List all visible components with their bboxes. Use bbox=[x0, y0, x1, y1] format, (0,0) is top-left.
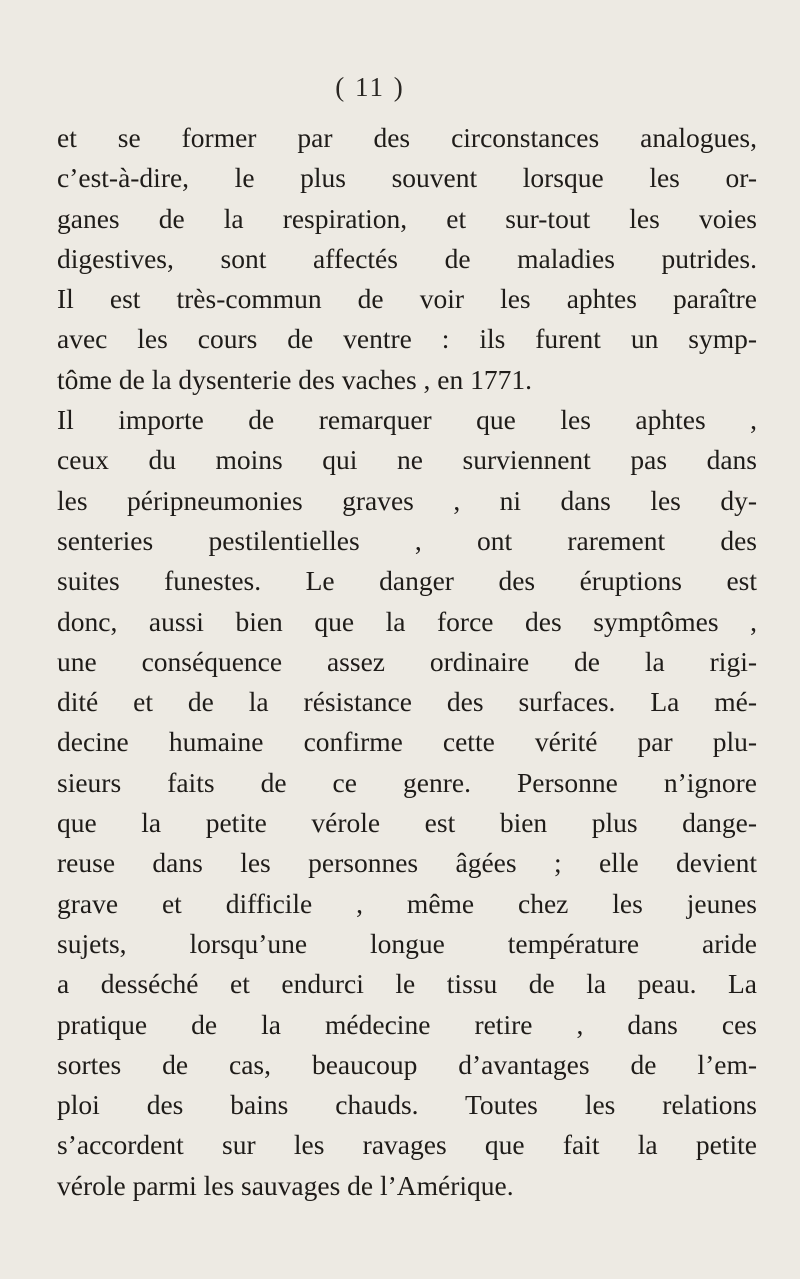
text-line-16: decine humaine confirme cette vérité par plu- bbox=[57, 726, 757, 758]
text-line-5: Il est très-commun de voir les aphtes paraître bbox=[57, 283, 757, 315]
text-line-10: les péripneumonies graves , ni dans les dy- bbox=[57, 484, 757, 516]
text-line-17: sieurs faits de ce genre. Personne n’ignore bbox=[57, 766, 757, 798]
text-line-14: une conséquence assez ordinaire de la rigi- bbox=[57, 645, 757, 677]
text-line-3: ganes de la respiration, et sur-tout les voies bbox=[57, 202, 757, 234]
text-line-21: sujets, lorsqu’une longue température aride bbox=[57, 927, 757, 959]
text-line-24: sortes de cas, beaucoup d’avantages de l’em- bbox=[57, 1048, 757, 1080]
text-line-8: Il importe de remarquer que les aphtes , bbox=[57, 404, 757, 436]
text-line-11: senteries pestilentielles , ont rarement des bbox=[57, 524, 757, 556]
text-line-2: c’est-à-dire, le plus souvent lorsque les or- bbox=[57, 162, 757, 194]
text-line-15: dité et de la résistance des surfaces. La mé- bbox=[57, 686, 757, 718]
text-line-23: pratique de la médecine retire , dans ces bbox=[57, 1008, 757, 1040]
text-line-27: vérole parmi les sauvages de l’Amérique. bbox=[57, 1169, 514, 1201]
body-text bbox=[57, 118, 757, 1206]
text-line-1: et se former par des circonstances analogues, bbox=[57, 122, 757, 153]
text-line-25: ploi des bains chauds. Toutes les relations bbox=[57, 1089, 757, 1121]
text-line-4: digestives, sont affectés de maladies putrides. bbox=[57, 242, 757, 274]
text-line-18: que la petite vérole est bien plus dange- bbox=[57, 807, 757, 839]
page-number: ( 11 ) bbox=[335, 72, 405, 102]
text-line-26: s’accordent sur les ravages que fait la petite bbox=[57, 1129, 757, 1161]
text-line-13: donc, aussi bien que la force des symptômes , bbox=[57, 605, 757, 637]
text-line-12: suites funestes. Le danger des éruptions est bbox=[57, 565, 757, 597]
text-line-22: a desséché et endurci le tissu de la peau. La bbox=[57, 968, 757, 1000]
text-line-6: avec les cours de ventre : ils furent un symp- bbox=[57, 323, 757, 355]
text-line-7: tôme de la dysenterie des vaches , en 1771. bbox=[57, 363, 532, 395]
text-line-20: grave et difficile , même chez les jeunes bbox=[57, 887, 757, 919]
text-line-19: reuse dans les personnes âgées ; elle devient bbox=[57, 847, 757, 879]
text-line-9: ceux du moins qui ne surviennent pas dans bbox=[57, 444, 757, 476]
